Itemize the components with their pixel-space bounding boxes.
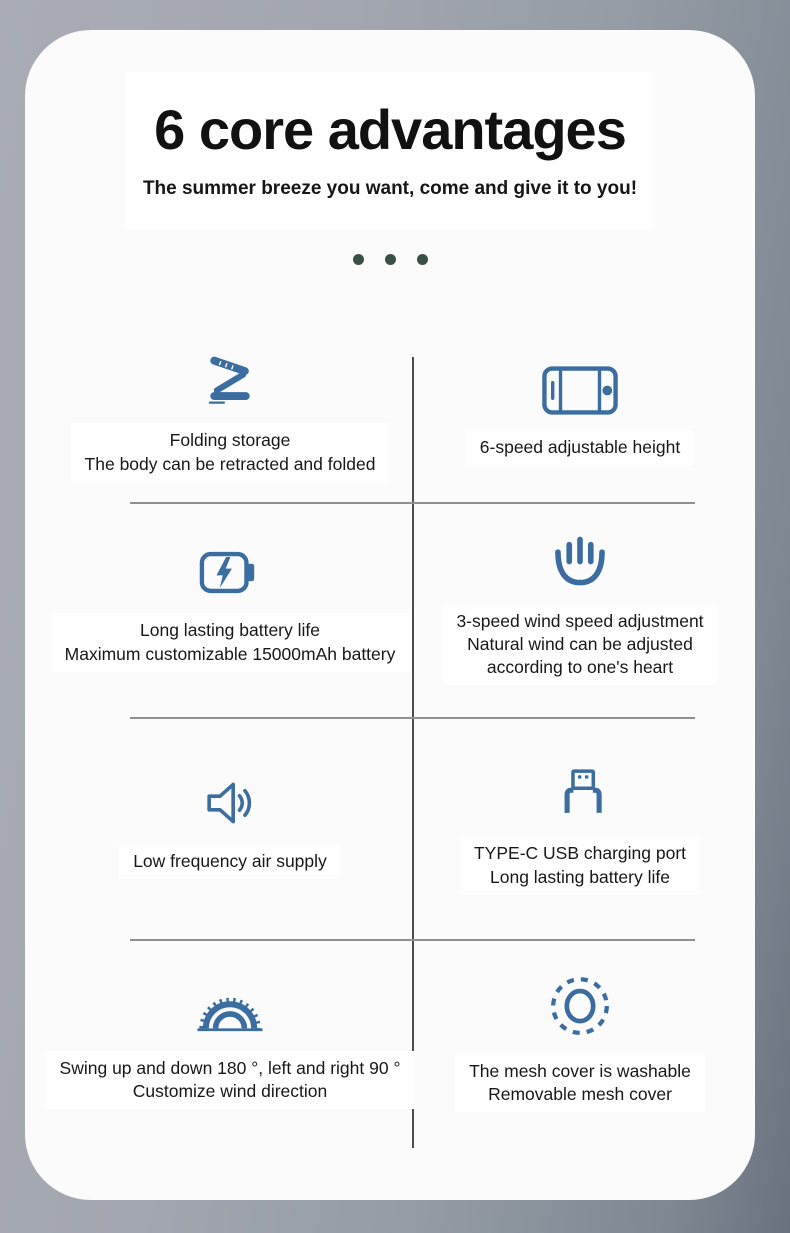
fold-icon (202, 350, 258, 408)
feature-text (460, 836, 700, 894)
dot-icon (385, 254, 396, 265)
page-subtitle: The summer breeze you want, come and give it to you! (142, 178, 638, 200)
dot-icon (417, 254, 428, 265)
feature-usb-charging (405, 717, 755, 939)
feature-line: according to one's heart (486, 657, 674, 678)
product-feature-card (25, 30, 755, 1200)
decorative-dots (25, 254, 755, 265)
feature-line: Long lasting battery life (140, 620, 320, 641)
feature-wind-speed (405, 502, 755, 717)
feature-line: Swing up and down 180 °, left and right 90 ° (59, 1057, 401, 1078)
feature-line: TYPE-C USB charging port (473, 843, 687, 864)
feature-line: The mesh cover is washable (469, 1060, 691, 1081)
feature-low-frequency (55, 717, 405, 939)
feature-battery-life (55, 502, 405, 717)
feature-line: 6-speed adjustable height (479, 437, 681, 458)
feature-line: Natural wind can be adjusted (467, 633, 693, 654)
dot-icon (353, 254, 364, 265)
feature-line: Removable mesh cover (488, 1084, 672, 1104)
feature-text (442, 604, 717, 685)
protractor-icon (191, 978, 269, 1036)
feature-text (466, 430, 694, 465)
feature-line: 3-speed wind speed adjustment (456, 610, 704, 631)
feature-text (46, 1051, 415, 1109)
feature-folding-storage (55, 330, 405, 502)
feature-adjustable-height (405, 330, 755, 502)
page-title: 6 core advantages (154, 98, 626, 161)
feature-text (71, 423, 390, 481)
feature-line: Customize wind direction (132, 1081, 328, 1101)
feature-line: Maximum customizable 15000mAh battery (64, 643, 396, 664)
height-adjust-icon (542, 366, 618, 415)
battery-icon (199, 547, 261, 598)
feature-mesh-cover (405, 939, 755, 1148)
card-header (25, 30, 755, 265)
mesh-cover-icon (548, 975, 612, 1039)
feature-line: Long lasting battery life (490, 866, 670, 887)
usb-plug-icon (555, 761, 605, 821)
feature-line: Low frequency air supply (133, 850, 327, 871)
feature-text (119, 844, 341, 879)
title-block (125, 72, 655, 230)
feature-text (455, 1054, 705, 1112)
wind-speed-hand-icon (550, 534, 610, 589)
feature-line: Folding storage (169, 430, 291, 451)
feature-text (51, 613, 410, 671)
feature-line: The body can be retracted and folded (84, 453, 376, 474)
feature-swing-direction (55, 939, 405, 1148)
speaker-icon (201, 777, 259, 829)
